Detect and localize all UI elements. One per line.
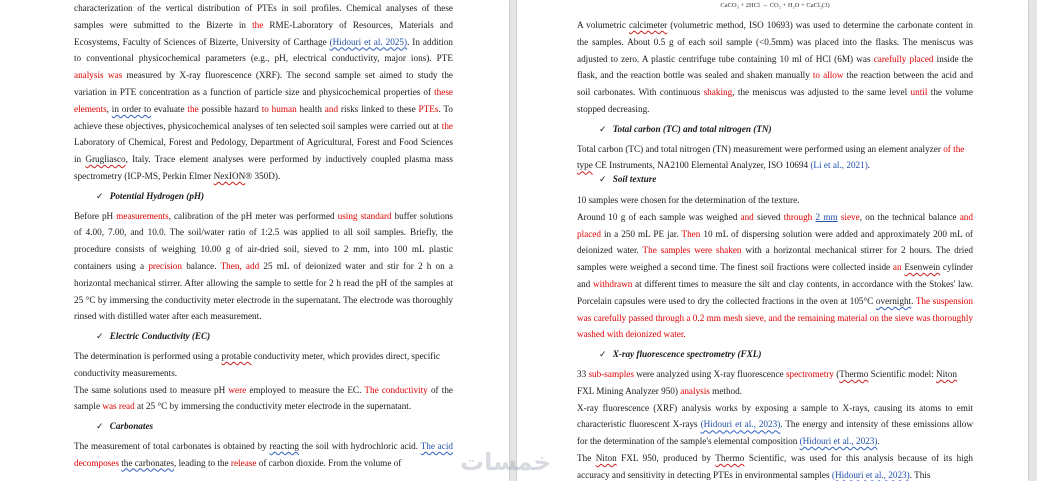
checkmark-bullet-icon: ✓ (599, 123, 607, 134)
right-page-content (577, 0, 973, 481)
paragraph-carbonates: The measurement of total carbonates is obtained by reacting the soil with hydrochloric acid. The acid decomposes the carbonates, leading to the release of carbon dioxide. From the volume of (74, 440, 453, 468)
paragraph-tc-tn: Total carbon (TC) and total nitrogen (TN) measurement were performed using an element analyzer of the type CE Instruments, NA2100 Elemental Analyzer, ISO 10694 (Li et al., 2021). (577, 143, 965, 171)
heading-carbonates: ✓ Carbonates (96, 421, 154, 432)
paragraph-ec-intro: The determination is performed using a protable conductivity meter, which provides direct, specific conductivity measurements. (74, 350, 441, 378)
heading-soil-texture: ✓ Soil texture (599, 174, 657, 185)
checkmark-bullet-icon: ✓ (96, 331, 104, 342)
paragraph-xrf-principle: X-ray fluorescence (XRF) analysis works by exposing a sample to X-rays, causing its atoms to emit characteristic fluorescent X-rays (Hidouri et al., 2023). The energy and intensity of these emissions allow for the determination of the sample's elemental composition (Hidouri et al., 2023). (577, 402, 973, 447)
heading-xrf: ✓ X-ray fluorescence spectrometry (FXL) (599, 349, 762, 360)
paragraph-calcimeter: A volumetric calcimeter (volumetric method, ISO 10693) was used to determine the carbonate content in the samples. About 0.5 g of each soil sample (<0.5mm) was placed into the flasks. The meniscus was adjusted to zero. A plastic centrifuge tube containing 10 ml of HCl (6M) was carefully placed inside the flask, and the reaction bottle was sealed and shaken manually to allow the reaction between the acid and soil carbonates. With continuous shaking, the meniscus was adjusted to the same level until the volume stopped decreasing. (577, 20, 974, 114)
paragraph-xrf-samples: 33 sub-samples were analyzed using X-ray fluorescence spectrometry (Thermo Scientific model: Niton FXL Mining Analyzer 950) analysis method. (577, 368, 957, 396)
paragraph-texture-method: Around 10 g of each sample was weighed and sieved through 2 mm sieve, on the technical balance and placed in a 250 mL PE jar. Then 10 mL of dispersing solution were added and approximately 200 mL of deionized water. The samples were shaken with a horizontal mechanical stirrer for 2 hours. The dried samples were weighed a second time. The finest soil fractions were collected inside an Esenwein cylinder and withdrawn at different times to measure the silt and clay contents, in accordance with the Stokes' law. Porcelain capsules were used to dry the collected fractions in the oven at 105°C overnight. The suspension was carefully passed through a 0.2 mm mesh sieve, and the remaining material on the sieve was thoroughly washed with deionized water. (577, 211, 974, 340)
reaction-equation: CaCO₃ + 2HCl → CO₂ + H₂O + CaCl₂(3) (720, 2, 830, 9)
paragraph-ph: Before pH measurements, calibration of the pH meter was performed using standard buffer solutions of 4.00, 7.00, and 10.0. The soil/water ratio of 1:2.5 was applied to all soil samples. Briefly, the procedure consists of weighing 10.00 g of air-dried soil, sieved to 2 mm, into 100 mL plastic containers using a precision balance. Then, add 25 mL of deionized water and stir for 2 h on a horizontal mechanical stirrer. After allowing the sample to settle for 2 h read the pH of the samples at 25 °C by immersing the conductivity meter electrode in the supernatant. The electrode was thoroughly rinsed with distilled water after each measurement. (74, 210, 453, 322)
paragraph-texture-samples: 10 samples were chosen for the determination of the texture. (577, 194, 800, 205)
right-document-page (517, 0, 1028, 481)
checkmark-bullet-icon: ✓ (599, 349, 607, 360)
heading-ec: ✓ Electric Conductivity (EC) (96, 331, 211, 342)
heading-tc-tn: ✓ Total carbon (TC) and total nitrogen (TN) (599, 123, 772, 134)
left-document-page (0, 0, 509, 481)
paragraph-niton: The Niton FXL 950, produced by Thermo Scientific, was used for this analysis because of its high accuracy and sensitivity in detecting PTEs in environmental samples (Hidouri et al., 2023). This (577, 452, 973, 480)
checkmark-bullet-icon: ✓ (599, 174, 607, 185)
watermark-logo: خمسات (460, 448, 551, 476)
left-page-content (74, 0, 453, 472)
checkmark-bullet-icon: ✓ (96, 190, 104, 201)
checkmark-bullet-icon: ✓ (96, 421, 104, 432)
heading-ph: ✓ Potential Hydrogen (pH) (96, 190, 205, 201)
paragraph-sampling: characterization of the vertical distribution of PTEs in soil profiles. Chemical analyses of these samples were submitted to the Bizerte in the RME-Laboratory of Resources, Materials and Ecosystems, Faculty of Sciences of Bizerte, University of Carthage (Hidouri et al. 2025). In addition to conventional physicochemical parameters (e.g., pH, electrical conductivity, major ions). PTE analysis was measured by X-ray fluorescence (XRF). The second sample set aimed to study the variation in PTE concentration as a function of particle size and physicochemical properties of these elements, in order to evaluate the possible hazard to human health and risks linked to these PTEs. To achieve these objectives, physicochemical analyses of ten selected soil samples were carried out at the Laboratory of Chemical, Forest and Pedology, Department of Agricultural, Forest and Food Sciences in Grugliasco, Italy. Trace element analyses were performed by inductively coupled plasma mass spectrometry (ICP-MS, Perkin Elmer NexION® 350D). (74, 3, 454, 181)
paragraph-ec: The same solutions used to measure pH were employed to measure the EC. The conductivity of the sample was read at 25 °C by immersing the conductivity meter electrode in the supernatant. (74, 384, 453, 412)
